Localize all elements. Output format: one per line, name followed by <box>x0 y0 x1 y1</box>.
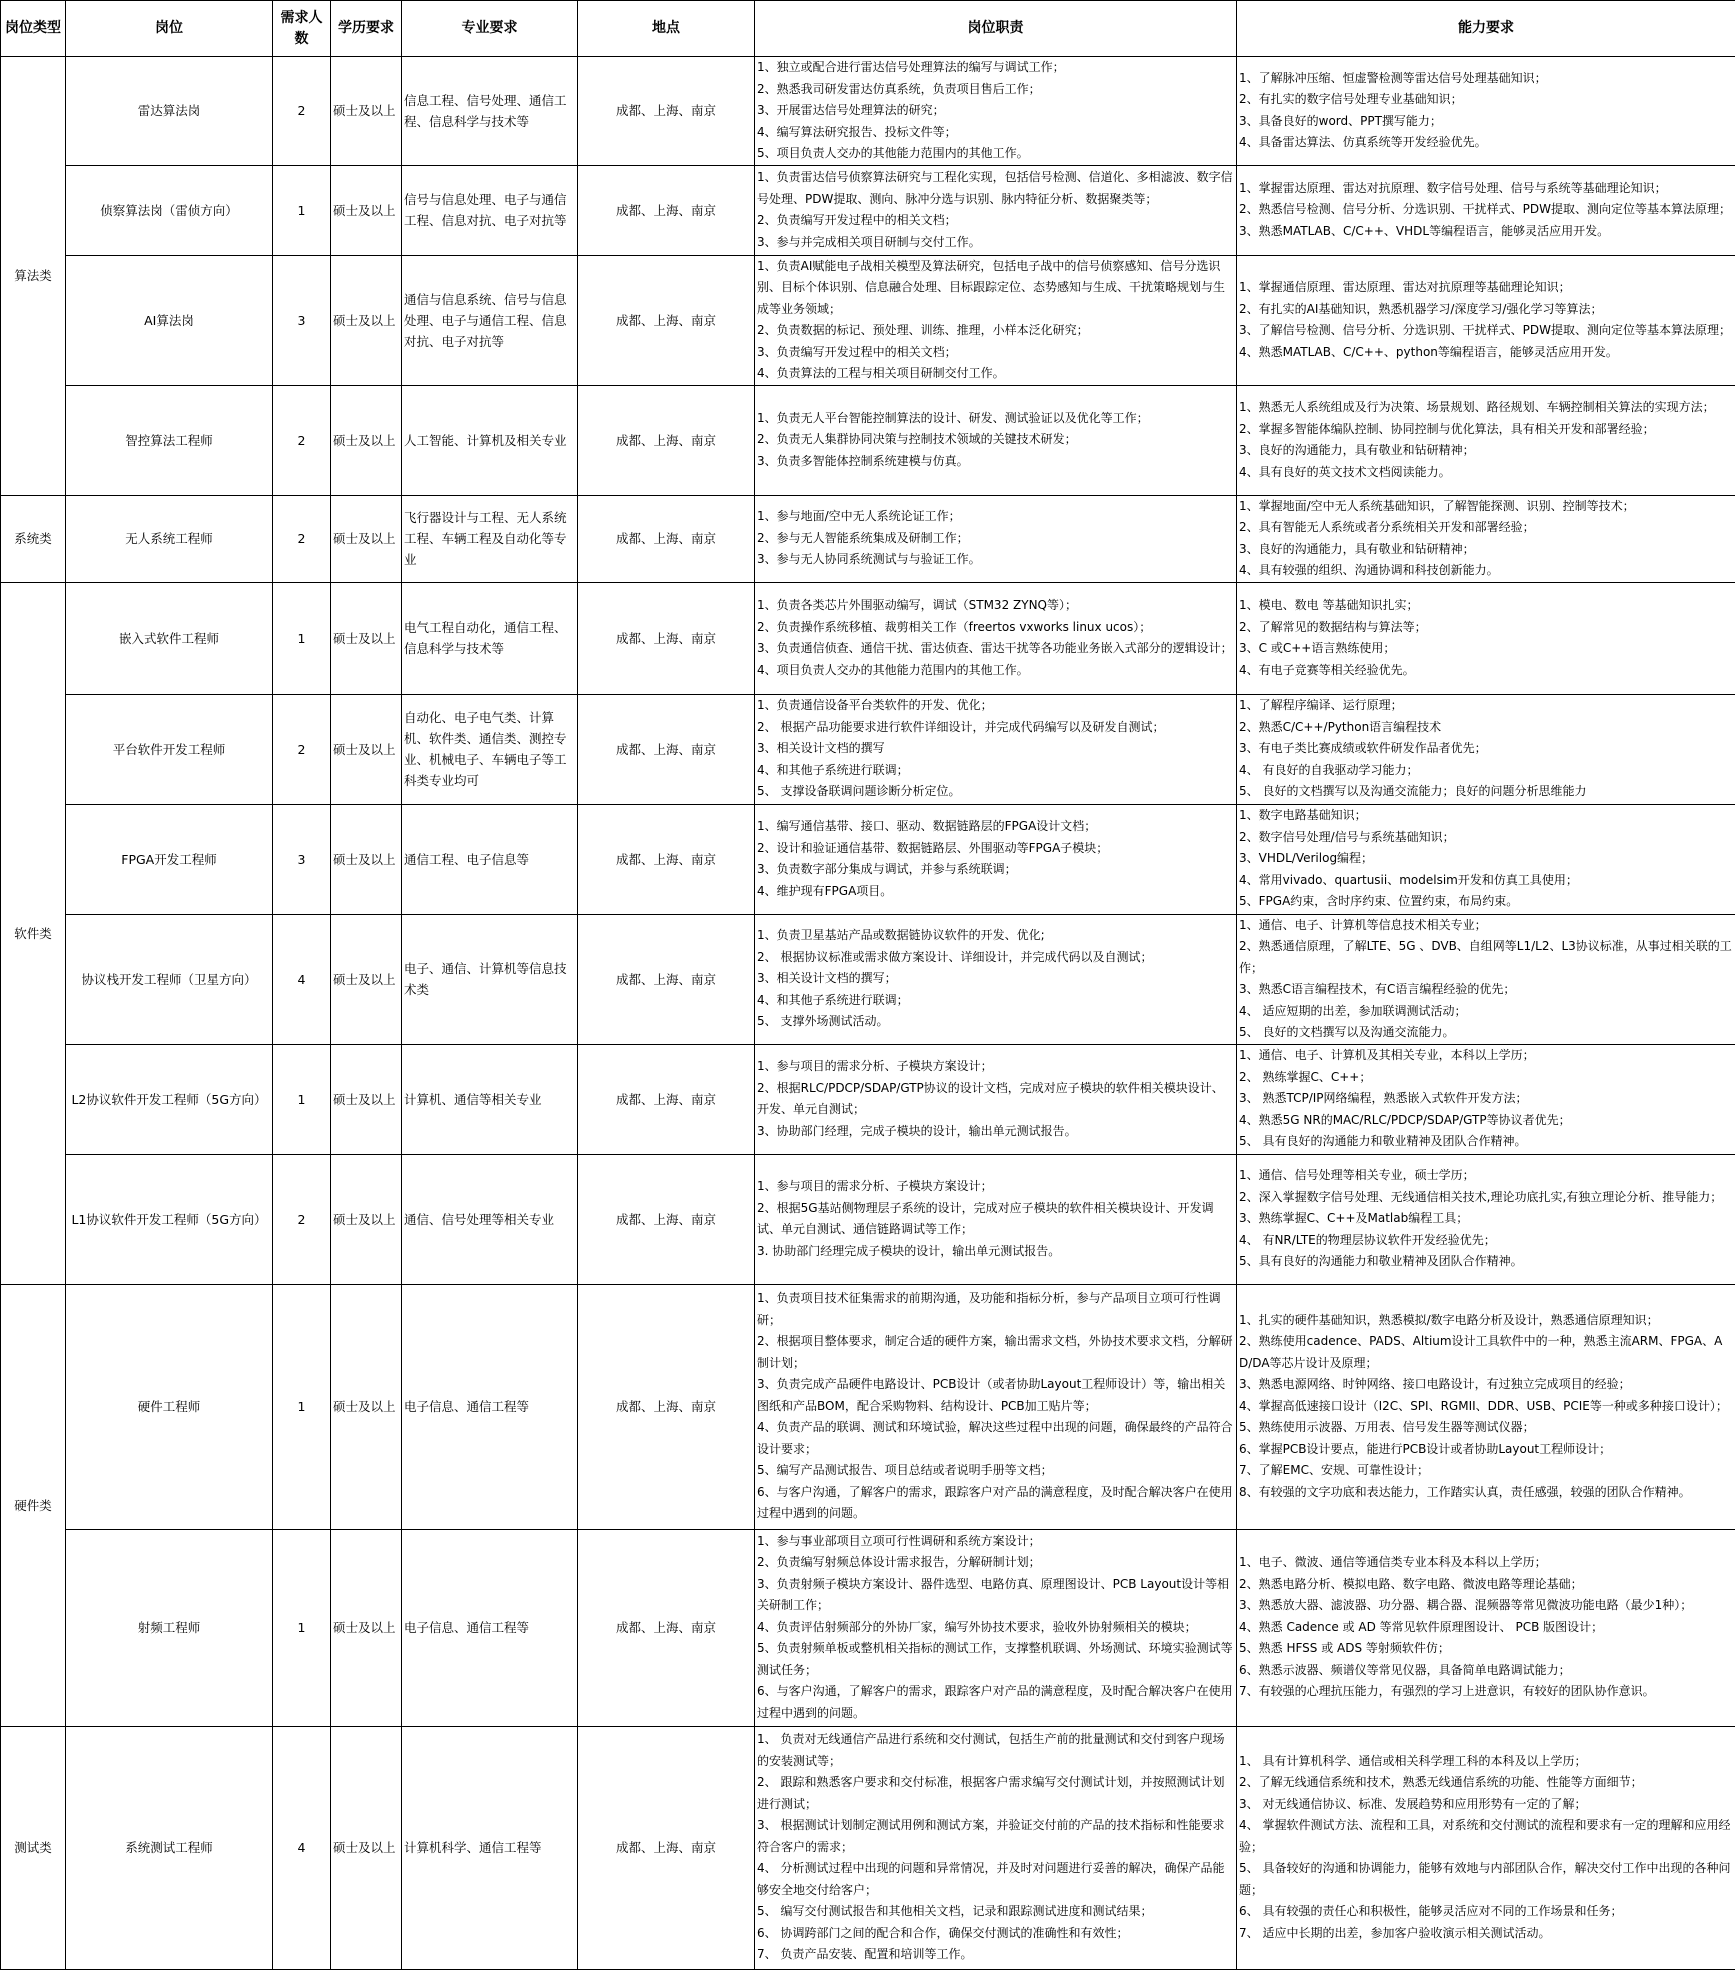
skill-line: 7、了解EMC、安规、可靠性设计； <box>1239 1463 1429 1478</box>
duty-line: 3、负责射频子模块方案设计、器件选型、电路仿真、原理图设计、PCB Layout设计等相关研制工作； <box>757 1576 1230 1613</box>
duty-line: 7、 负责产品安装、配置和培训等工作。 <box>757 1947 973 1962</box>
location: 成都、上海、南京 <box>578 255 755 385</box>
duty-line: 3. 协助部门经理完成子模块的设计，输出单元测试报告。 <box>757 1243 1061 1258</box>
duty-line: 5、编写产品测试报告、项目总结或者说明手册等文档； <box>757 1463 1053 1478</box>
skill-line: 3、有电子类比赛成绩或软件研发作品者优先； <box>1239 741 1487 756</box>
header-count: 需求人数 <box>273 1 331 57</box>
position-title: 射频工程师 <box>66 1529 273 1726</box>
skill-line: 1、了解脉冲压缩、恒虚警检测等雷达信号处理基础知识； <box>1239 70 1547 85</box>
duties-cell <box>755 495 1237 582</box>
headcount: 3 <box>273 804 331 914</box>
headcount: 2 <box>273 57 331 166</box>
skill-line: 5、 良好的文档撰写以及沟通交流能力。 <box>1239 1025 1455 1039</box>
duty-line: 3、负责完成产品硬件电路设计、PCB设计（或者协助Layout工程师设计）等，输出相关图纸和产品BOM，配合采购物料、结构设计、PCB加工贴片等； <box>757 1377 1226 1413</box>
position-title: 雷达算法岗 <box>66 57 273 166</box>
duty-line: 4、项目负责人交办的其他能力范围内的其他工作。 <box>757 662 1029 677</box>
duty-line: 5、 支撑设备联调问题诊断分析定位。 <box>757 784 961 799</box>
headcount: 3 <box>273 255 331 385</box>
position-title: 系统测试工程师 <box>66 1726 273 1969</box>
skill-line: 3、熟悉MATLAB、C/C++、VHDL等编程语言，能够灵活应用开发。 <box>1239 223 1610 238</box>
duty-line: 4、 分析测试过程中出现的问题和异常情况，并及时对问题进行妥善的解决，确保产品能够安全地交付给客户； <box>757 1861 1225 1897</box>
headcount: 2 <box>273 694 331 804</box>
table-row <box>1 495 1735 582</box>
skill-line: 4、 有良好的自我驱动学习能力； <box>1239 762 1419 777</box>
position-title: L1协议软件开发工程师（5G方向） <box>66 1154 273 1284</box>
skill-line: 3、熟练掌握C、C++及Matlab编程工具； <box>1239 1211 1469 1226</box>
skill-line: 1、通信、电子、计算机等信息技术相关专业； <box>1239 917 1487 932</box>
headcount: 2 <box>273 495 331 582</box>
position-title: 侦察算法岗（雷侦方向） <box>66 165 273 255</box>
duty-line: 2、负责操作系统移植、裁剪相关工作（freertos vxworks linux ucos）； <box>757 619 1152 634</box>
skills-cell <box>1237 1529 1735 1726</box>
duty-line: 2、根据RLC/PDCP/SDAP/GTP协议的设计文档，完成对应子模块的软件相关模块设计、开发、单元自测试； <box>757 1080 1224 1116</box>
duty-line: 1、参与项目的需求分析、子模块方案设计； <box>757 1059 993 1073</box>
header-education: 学历要求 <box>331 1 402 57</box>
skill-line: 2、有扎实的AI基础知识，熟悉机器学习/深度学习/强化学习等算法； <box>1239 301 1603 316</box>
position-title: L2协议软件开发工程师（5G方向） <box>66 1044 273 1154</box>
skill-line: 3、熟悉电源网络、时钟网络、接口电路设计，有过独立完成项目的经验； <box>1239 1377 1631 1392</box>
duty-line: 2、负责无人集群协同决策与控制技术领域的关键技术研发； <box>757 432 1077 447</box>
skill-line: 4、熟悉5G NR的MAC/RLC/PDCP/SDAP/GTP等协议者优先； <box>1239 1112 1571 1127</box>
duty-line: 2、负责编写射频总体设计需求报告，分解研制计划； <box>757 1555 1041 1570</box>
major-requirement: 电子、通信、计算机等信息技术类 <box>402 914 578 1044</box>
major-requirement: 人工智能、计算机及相关专业 <box>402 385 578 495</box>
major-requirement: 电子信息、通信工程等 <box>402 1529 578 1726</box>
table-row <box>1 1154 1735 1284</box>
duties-cell <box>755 165 1237 255</box>
skill-line: 1、数字电路基础知识； <box>1239 808 1367 823</box>
duty-line: 1、负责项目技术征集需求的前期沟通，及功能和指标分析，参与产品项目立项可行性调研； <box>757 1291 1221 1327</box>
duty-line: 1、 负责对无线通信产品进行系统和交付测试，包括生产前的批量测试和交付到客户现场的安装测试等； <box>757 1732 1225 1768</box>
skills-cell <box>1237 255 1735 385</box>
duty-line: 3、参与并完成相关项目研制与交付工作。 <box>757 234 981 249</box>
header-major: 专业要求 <box>402 1 578 57</box>
skill-line: 4、 有NR/LTE的物理层协议软件开发经验优先； <box>1239 1232 1496 1247</box>
duty-line: 1、负责卫星基站产品或数据链协议软件的开发、优化; <box>757 928 1045 943</box>
skill-line: 1、扎实的硬件基础知识，熟悉模拟/数字电路分析及设计，熟悉通信原理知识； <box>1239 1312 1659 1327</box>
location: 成都、上海、南京 <box>578 1154 755 1284</box>
major-requirement: 计算机科学、通信工程等 <box>402 1726 578 1969</box>
duty-line: 3、参与无人协同系统测试与与验证工作。 <box>757 552 981 567</box>
skills-cell <box>1237 495 1735 582</box>
position-title: 嵌入式软件工程师 <box>66 582 273 694</box>
duties-cell <box>755 694 1237 804</box>
table-body <box>1 57 1735 1970</box>
skill-line: 1、 具有计算机科学、通信或相关科学理工科的本科及以上学历； <box>1239 1753 1587 1768</box>
skill-line: 4、熟悉MATLAB、C/C++、python等编程语言，能够灵活应用开发。 <box>1239 344 1618 359</box>
location: 成都、上海、南京 <box>578 165 755 255</box>
skills-cell <box>1237 1284 1735 1529</box>
skill-line: 1、掌握雷达原理、雷达对抗原理、数字信号处理、信号与系统等基础理论知识； <box>1239 180 1667 195</box>
skill-line: 4、常用vivado、quartusii、modelsim开发和仿真工具使用； <box>1239 872 1578 887</box>
skills-cell <box>1237 385 1735 495</box>
table-row <box>1 804 1735 914</box>
skill-line: 4、 掌握软件测试方法、流程和工具，对系统和交付测试的流程和要求有一定的理解和应用经验； <box>1239 1818 1731 1854</box>
skill-line: 5、具有良好的沟通能力和敬业精神及团队合作精神。 <box>1239 1254 1523 1269</box>
location: 成都、上海、南京 <box>578 1726 755 1969</box>
duty-line: 6、 协调跨部门之间的配合和合作，确保交付测试的准确性和有效性； <box>757 1925 1129 1940</box>
duty-line: 1、参与地面/空中无人系统论证工作； <box>757 509 961 524</box>
duty-line: 1、负责雷达信号侦察算法研究与工程化实现，包括信号检测、信道化、多相滤波、数字信号处理、PDW提取、测向、脉冲分选与识别、脉内特征分析、数据聚类等； <box>757 170 1233 206</box>
education-requirement: 硕士及以上 <box>331 804 402 914</box>
education-requirement: 硕士及以上 <box>331 57 402 166</box>
table-row <box>1 1529 1735 1726</box>
header-skills: 能力要求 <box>1237 1 1735 57</box>
skill-line: 5、熟练使用示波器、万用表、信号发生器等测试仪器； <box>1239 1420 1535 1435</box>
education-requirement: 硕士及以上 <box>331 1284 402 1529</box>
skill-line: 5、熟悉 HFSS 或 ADS 等射频软件仿； <box>1239 1641 1450 1656</box>
headcount: 2 <box>273 1154 331 1284</box>
headcount: 1 <box>273 165 331 255</box>
position-title: 协议栈开发工程师（卫星方向） <box>66 914 273 1044</box>
duties-cell <box>755 1284 1237 1529</box>
location: 成都、上海、南京 <box>578 495 755 582</box>
skills-cell <box>1237 165 1735 255</box>
location: 成都、上海、南京 <box>578 1529 755 1726</box>
duties-cell <box>755 1044 1237 1154</box>
duty-line: 4、负责产品的联调、测试和环境试验，解决这些过程中出现的问题，确保最终的产品符合设计要求； <box>757 1420 1233 1456</box>
skills-cell <box>1237 1044 1735 1154</box>
duty-line: 3、 根据测试计划制定测试用例和测试方案，并验证交付前的产品的技术指标和性能要求符合客户的需求； <box>757 1818 1225 1854</box>
skill-line: 3、良好的沟通能力，具有敬业和钻研精神； <box>1239 443 1475 457</box>
skill-line: 2、了解无线通信系统和技术，熟悉无线通信系统的功能、性能等方面细节； <box>1239 1775 1643 1790</box>
location: 成都、上海、南京 <box>578 804 755 914</box>
table-row <box>1 582 1735 694</box>
duty-line: 2、 根据协议标准或需求做方案设计、详细设计，并完成代码以及自测试； <box>757 949 1153 964</box>
table-row <box>1 255 1735 385</box>
education-requirement: 硕士及以上 <box>331 1726 402 1969</box>
skill-line: 3、 熟悉TCP/IP网络编程，熟悉嵌入式软件开发方法； <box>1239 1091 1528 1106</box>
duty-line: 5、 编写交付测试报告和其他相关文档，记录和跟踪测试进度和测试结果； <box>757 1904 1153 1919</box>
skill-line: 7、有较强的心理抗压能力，有强烈的学习上进意识，有较好的团队协作意识。 <box>1239 1684 1655 1699</box>
table-row <box>1 165 1735 255</box>
major-requirement: 自动化、电子电气类、计算机、软件类、通信类、测控专业、机械电子、车辆电子等工科类专业均可 <box>402 694 578 804</box>
location: 成都、上海、南京 <box>578 582 755 694</box>
duty-line: 2、 根据产品功能要求进行软件详细设计，并完成代码编写以及研发自测试； <box>757 719 1165 734</box>
position-title: 平台软件开发工程师 <box>66 694 273 804</box>
duty-line: 5、 支撑外场测试活动。 <box>757 1014 889 1029</box>
skill-line: 2、熟悉C/C++/Python语言编程技术 <box>1239 719 1442 734</box>
skill-line: 1、掌握通信原理、雷达原理、雷达对抗原理等基础理论知识； <box>1239 280 1571 294</box>
duty-line: 4、负责算法的工程与相关项目研制交付工作。 <box>757 366 1005 380</box>
skill-line: 1、通信、电子、计算机及其相关专业，本科以上学历； <box>1239 1048 1535 1063</box>
location: 成都、上海、南京 <box>578 914 755 1044</box>
header-title: 岗位 <box>66 1 273 57</box>
duties-cell <box>755 385 1237 495</box>
skill-line: 2、深入掌握数字信号处理、无线通信相关技术,理论功底扎实,有独立理论分析、推导能力； <box>1239 1189 1723 1204</box>
major-requirement: 通信工程、电子信息等 <box>402 804 578 914</box>
category-cell: 算法类 <box>1 57 66 496</box>
duty-line: 2、熟悉我司研发雷达仿真系统，负责项目售后工作； <box>757 81 1041 96</box>
duty-line: 4、负责评估射频部分的外协厂家，编写外协技术要求，验收外协射频相关的模块； <box>757 1619 1197 1634</box>
location: 成都、上海、南京 <box>578 57 755 166</box>
duties-cell <box>755 57 1237 166</box>
position-title: 智控算法工程师 <box>66 385 273 495</box>
skill-line: 3、良好的沟通能力，具有敬业和钻研精神； <box>1239 541 1475 556</box>
skill-line: 5、 良好的文档撰写以及沟通交流能力；良好的问题分析思维能力 <box>1239 784 1587 799</box>
headcount: 1 <box>273 582 331 694</box>
skill-line: 1、掌握地面/空中无人系统基础知识，了解智能探测、识别、控制等技术； <box>1239 498 1635 513</box>
header-row <box>1 1 1735 57</box>
duty-line: 3、相关设计文档的撰写； <box>757 971 897 986</box>
duty-line: 1、负责各类芯片外围驱动编写，调试（STM32 ZYNQ等）； <box>757 598 1077 612</box>
category-cell: 测试类 <box>1 1726 66 1969</box>
headcount: 1 <box>273 1284 331 1529</box>
skill-line: 1、通信、信号处理等相关专业，硕士学历； <box>1239 1168 1475 1183</box>
education-requirement: 硕士及以上 <box>331 255 402 385</box>
table-row <box>1 57 1735 166</box>
skill-line: 2、了解常见的数据结构与算法等； <box>1239 619 1427 634</box>
skill-line: 3、熟悉C语言编程技术，有C语言编程经验的优先； <box>1239 982 1516 996</box>
duty-line: 2、根据项目整体要求，制定合适的硬件方案，输出需求文档，外协技术要求文档，分解研制计划； <box>757 1334 1233 1370</box>
duty-line: 2、 跟踪和熟悉客户要求和交付标准，根据客户需求编写交付测试计划，并按照测试计划进行测试； <box>757 1775 1225 1811</box>
duty-line: 3、相关设计文档的撰写 <box>757 741 885 756</box>
position-title: FPGA开发工程师 <box>66 804 273 914</box>
duties-cell <box>755 582 1237 694</box>
skill-line: 6、熟悉示波器、频谱仪等常见仪器，具备简单电路调试能力； <box>1239 1662 1571 1677</box>
skill-line: 8、有较强的文字功底和表达能力，工作踏实认真，责任感强，较强的团队合作精神。 <box>1239 1484 1691 1499</box>
skills-cell <box>1237 1154 1735 1284</box>
category-cell: 硬件类 <box>1 1284 66 1726</box>
education-requirement: 硕士及以上 <box>331 914 402 1044</box>
skill-line: 1、了解程序编译、运行原理； <box>1239 698 1403 713</box>
skill-line: 1、熟悉无人系统组成及行为决策、场景规划、路径规划、车辆控制相关算法的实现方法； <box>1239 400 1715 414</box>
skill-line: 5、 具备较好的沟通和协调能力，能够有效地与内部团队合作，解决交付工作中出现的各种问题； <box>1239 1861 1731 1897</box>
major-requirement: 计算机、通信等相关专业 <box>402 1044 578 1154</box>
category-cell: 系统类 <box>1 495 66 582</box>
skill-line: 3、 对无线通信协议、标准、发展趋势和应用形势有一定的了解； <box>1239 1796 1587 1811</box>
location: 成都、上海、南京 <box>578 385 755 495</box>
skills-cell <box>1237 1726 1735 1969</box>
duty-line: 1、负责AI赋能电子战相关模型及算法研究，包括电子战中的信号侦察感知、信号分选识别、目标个体识别、信息融合处理、目标跟踪定位、态势感知与生成、干扰策略规划与生成等业务领域； <box>757 258 1226 316</box>
education-requirement: 硕士及以上 <box>331 1044 402 1154</box>
skill-line: 4、 适应短期的出差，参加联调测试活动； <box>1239 1003 1467 1018</box>
duty-line: 6、与客户沟通，了解客户的需求，跟踪客户对产品的满意程度，及时配合解决客户在使用过程中遇到的问题。 <box>757 1684 1233 1720</box>
skill-line: 4、有电子竞赛等相关经验优先。 <box>1239 662 1415 677</box>
skill-line: 3、C 或C++语言熟练使用； <box>1239 641 1396 655</box>
education-requirement: 硕士及以上 <box>331 165 402 255</box>
skill-line: 4、具有良好的英文技术文档阅读能力。 <box>1239 464 1451 479</box>
education-requirement: 硕士及以上 <box>331 1529 402 1726</box>
duty-line: 2、负责数据的标记、预处理、训练、推理，小样本泛化研究； <box>757 323 1089 337</box>
skill-line: 3、VHDL/Verilog编程； <box>1239 851 1374 866</box>
skills-cell <box>1237 582 1735 694</box>
skill-line: 4、熟悉 Cadence 或 AD 等常见软件原理图设计、 PCB 版图设计； <box>1239 1619 1604 1634</box>
major-requirement: 通信与信息系统、信号与信息处理、电子与通信工程、信息对抗、电子对抗等 <box>402 255 578 385</box>
duty-line: 3、协助部门经理，完成子模块的设计，输出单元测试报告。 <box>757 1123 1077 1138</box>
skill-line: 6、 具有较强的责任心和积极性，能够灵活应对不同的工作场景和任务； <box>1239 1904 1623 1919</box>
duty-line: 4、和其他子系统进行联调； <box>757 992 909 1007</box>
skill-line: 4、具备雷达算法、仿真系统等开发经验优先。 <box>1239 135 1487 150</box>
skill-line: 5、FPGA约束，含时序约束、位置约束，布局约束。 <box>1239 894 1519 909</box>
duty-line: 2、负责编写开发过程中的相关文档； <box>757 213 957 227</box>
position-title: 硬件工程师 <box>66 1284 273 1529</box>
position-title: 无人系统工程师 <box>66 495 273 582</box>
duty-line: 1、独立或配合进行雷达信号处理算法的编写与调试工作； <box>757 60 1065 74</box>
location: 成都、上海、南京 <box>578 1284 755 1529</box>
skills-cell <box>1237 57 1735 166</box>
duty-line: 3、负责数字部分集成与调试，并参与系统联调； <box>757 862 1017 876</box>
duty-line: 6、与客户沟通，了解客户的需求，跟踪客户对产品的满意程度，及时配合解决客户在使用过程中遇到的问题。 <box>757 1484 1233 1521</box>
table-row <box>1 694 1735 804</box>
skill-line: 2、数字信号处理/信号与系统基础知识； <box>1239 829 1455 844</box>
position-title: AI算法岗 <box>66 255 273 385</box>
skill-line: 2、熟悉电路分析、模拟电路、数字电路、微波电路等理论基础； <box>1239 1576 1583 1591</box>
duty-line: 4、维护现有FPGA项目。 <box>757 883 893 898</box>
duty-line: 5、负责射频单板或整机相关指标的测试工作，支撑整机联调、外场测试、环境实验测试等测试任务； <box>757 1641 1233 1677</box>
duties-cell <box>755 255 1237 385</box>
duties-cell <box>755 1726 1237 1969</box>
major-requirement: 电子信息、通信工程等 <box>402 1284 578 1529</box>
table-row <box>1 914 1735 1044</box>
duty-line: 3、开展雷达信号处理算法的研究； <box>757 103 945 117</box>
duty-line: 3、负责多智能体控制系统建模与仿真。 <box>757 453 969 468</box>
duty-line: 4、和其他子系统进行联调； <box>757 762 909 777</box>
major-requirement: 电气工程自动化，通信工程、信息科学与技术等 <box>402 582 578 694</box>
location: 成都、上海、南京 <box>578 1044 755 1154</box>
headcount: 1 <box>273 1044 331 1154</box>
education-requirement: 硕士及以上 <box>331 495 402 582</box>
duty-line: 1、参与项目的需求分析、子模块方案设计； <box>757 1179 993 1193</box>
duty-line: 1、编写通信基带、接口、驱动、数据链路层的FPGA设计文档； <box>757 819 1097 833</box>
duties-cell <box>755 1154 1237 1284</box>
major-requirement: 飞行器设计与工程、无人系统工程、车辆工程及自动化等专业 <box>402 495 578 582</box>
table-row <box>1 1044 1735 1154</box>
table-row <box>1 385 1735 495</box>
education-requirement: 硕士及以上 <box>331 694 402 804</box>
skill-line: 2、 熟练掌握C、C++； <box>1239 1069 1372 1084</box>
duty-line: 1、参与事业部项目立项可行性调研和系统方案设计； <box>757 1533 1041 1548</box>
skills-cell <box>1237 804 1735 914</box>
header-location: 地点 <box>578 1 755 57</box>
duty-line: 2、设计和验证通信基带、数据链路层、外围驱动等FPGA子模块； <box>757 840 1109 855</box>
skill-line: 2、掌握多智能体编队控制、协同控制与优化算法，具有相关开发和部署经验； <box>1239 421 1655 436</box>
education-requirement: 硕士及以上 <box>331 1154 402 1284</box>
skills-cell <box>1237 914 1735 1044</box>
duty-line: 2、根据5G基站侧物理层子系统的设计，完成对应子模块的软件相关模块设计、开发调试、单元自测试、通信链路调试等工作； <box>757 1200 1214 1236</box>
headcount: 1 <box>273 1529 331 1726</box>
duty-line: 2、参与无人智能系统集成及研制工作； <box>757 530 969 545</box>
education-requirement: 硕士及以上 <box>331 385 402 495</box>
skill-line: 3、了解信号检测、信号分析、分选识别、干扰样式、PDW提取、测向定位等基本算法原理； <box>1239 323 1731 337</box>
duty-line: 4、编写算法研究报告、投标文件等； <box>757 124 957 139</box>
skill-line: 5、 具有良好的沟通能力和敬业精神及团队合作精神。 <box>1239 1134 1527 1149</box>
skill-line: 2、熟练使用cadence、PADS、Altium设计工具软件中的一种，熟悉主流ARM、FPGA、AD/DA等芯片设计及原理； <box>1239 1334 1723 1370</box>
header-duties: 岗位职责 <box>755 1 1237 57</box>
headcount: 4 <box>273 914 331 1044</box>
skill-line: 3、具备良好的word、PPT撰写能力； <box>1239 113 1442 128</box>
table-row <box>1 1284 1735 1529</box>
table-row <box>1 1726 1735 1969</box>
education-requirement: 硕士及以上 <box>331 582 402 694</box>
headcount: 2 <box>273 385 331 495</box>
skill-line: 2、具有智能无人系统或者分系统相关开发和部署经验； <box>1239 520 1535 534</box>
skill-line: 7、 适应中长期的出差，参加客户验收演示相关测试活动。 <box>1239 1925 1551 1940</box>
major-requirement: 信号与信息处理、电子与通信工程、信息对抗、电子对抗等 <box>402 165 578 255</box>
skill-line: 2、熟悉信号检测、信号分析、分选识别、干扰样式、PDW提取、测向定位等基本算法原理； <box>1239 202 1731 217</box>
duties-cell <box>755 914 1237 1044</box>
duties-cell <box>755 1529 1237 1726</box>
skill-line: 2、熟悉通信原理，了解LTE、5G 、DVB、自组网等L1/L2、L3协议标准，从事过相关联的工作； <box>1239 939 1732 975</box>
major-requirement: 通信、信号处理等相关专业 <box>402 1154 578 1284</box>
duties-cell <box>755 804 1237 914</box>
duty-line: 3、负责编写开发过程中的相关文档； <box>757 344 957 359</box>
skill-line: 3、熟悉放大器、滤波器、功分器、耦合器、混频器等常见微波功能电路（最少1种）； <box>1239 1598 1693 1613</box>
location: 成都、上海、南京 <box>578 694 755 804</box>
skill-line: 4、具有较强的组织、沟通协调和科技创新能力。 <box>1239 563 1499 577</box>
header-type: 岗位类型 <box>1 1 66 57</box>
skill-line: 4、掌握高低速接口设计（I2C、SPI、RGMII、DDR、USB、PCIE等一种或多种接口设计）； <box>1239 1398 1728 1413</box>
skill-line: 1、电子、微波、通信等通信类专业本科及本科以上学历； <box>1239 1555 1547 1570</box>
headcount: 4 <box>273 1726 331 1969</box>
skills-cell <box>1237 694 1735 804</box>
category-cell: 软件类 <box>1 582 66 1284</box>
duty-line: 1、负责无人平台智能控制算法的设计、研发、测试验证以及优化等工作； <box>757 410 1149 425</box>
skill-line: 1、模电、数电 等基础知识扎实； <box>1239 598 1419 612</box>
skill-line: 6、掌握PCB设计要点，能进行PCB设计或者协助Layout工程师设计； <box>1239 1441 1612 1456</box>
skill-line: 2、有扎实的数字信号处理专业基础知识； <box>1239 92 1463 107</box>
duty-line: 1、负责通信设备平台类软件的开发、优化； <box>757 698 993 713</box>
duty-line: 5、项目负责人交办的其他能力范围内的其他工作。 <box>757 146 1029 160</box>
duty-line: 3、负责通信侦查、通信干扰、雷达侦查、雷达干扰等各功能业务嵌入式部分的逻辑设计； <box>757 641 1233 655</box>
major-requirement: 信息工程、信号处理、通信工程、信息科学与技术等 <box>402 57 578 166</box>
